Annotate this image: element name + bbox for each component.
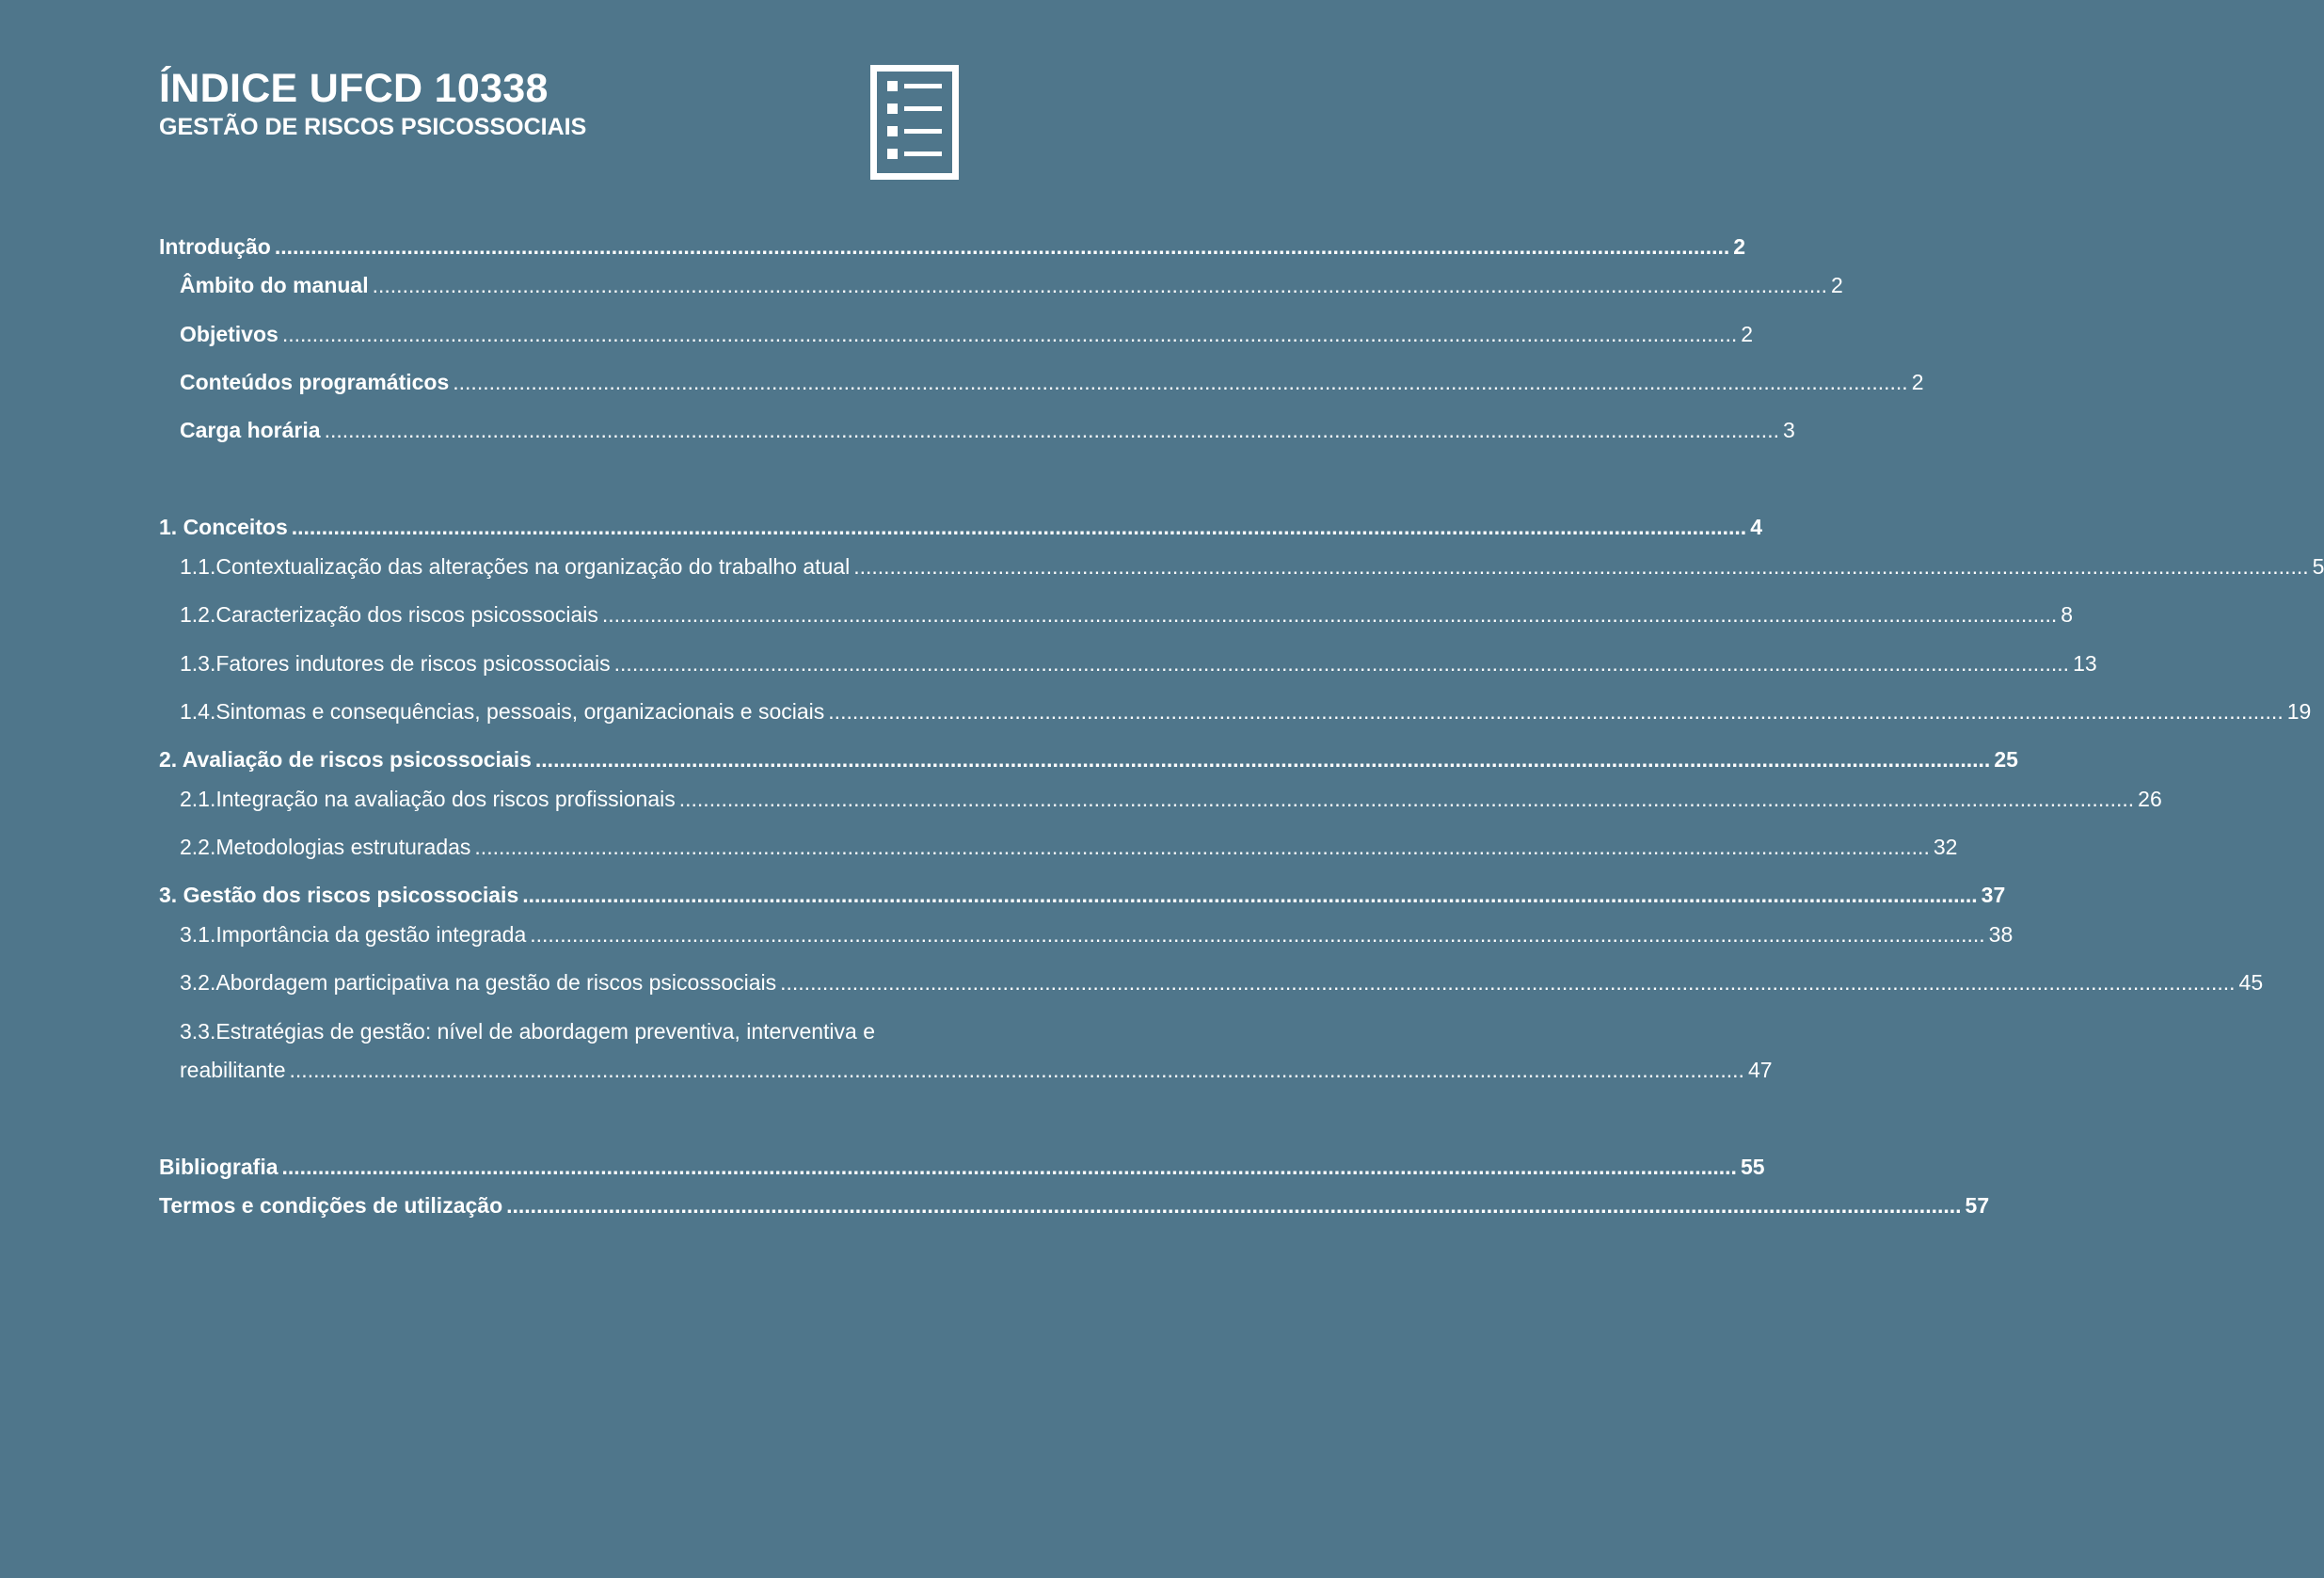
toc-entry-1-3[interactable] <box>180 650 2097 677</box>
toc-leader: .................................................................................................................................................................................................................................................. <box>281 322 1738 346</box>
toc-page: 8 <box>2061 602 2074 627</box>
toc-label: 1.2.Caracterização dos riscos psicossociais <box>180 602 598 627</box>
toc-label: 3. Gestão dos riscos psicossociais <box>159 883 519 907</box>
toc-label: 2. Avaliação de riscos psicossociais <box>159 747 532 772</box>
toc-page: 38 <box>1988 922 2014 947</box>
toc-page: 2 <box>1733 234 1746 259</box>
toc-page: 47 <box>1747 1058 1773 1082</box>
toc-entry-bibliografia[interactable] <box>159 1154 1765 1180</box>
toc-page: 2 <box>1831 273 1843 297</box>
toc-leader: .................................................................................................................................................................................................................................................. <box>601 602 2058 627</box>
toc-entry-3-1[interactable] <box>180 921 2014 948</box>
toc-page: 57 <box>1965 1193 1990 1218</box>
toc-label: Objetivos <box>180 322 279 346</box>
toc-leader: .................................................................................................................................................................................................................................................. <box>828 699 2284 724</box>
toc-page: 13 <box>2073 651 2097 676</box>
toc-entry-3-2[interactable] <box>180 969 2264 996</box>
toc-page: 45 <box>2238 970 2264 995</box>
toc-leader: .................................................................................................................................................................................................................................................. <box>678 787 2135 811</box>
toc-leader: .................................................................................................................................................................................................................................................. <box>453 370 1908 394</box>
toc-label: reabilitante <box>180 1058 286 1082</box>
toc-entry-termos[interactable] <box>159 1192 1990 1219</box>
toc-entry-1-2[interactable] <box>180 601 2074 628</box>
toc-entry-chapter-2[interactable] <box>159 746 2018 773</box>
toc-page: 37 <box>1981 883 2006 907</box>
page-header <box>159 66 586 141</box>
toc-entry-objetivos[interactable] <box>180 321 1754 347</box>
toc-entry-chapter-3[interactable] <box>159 882 2006 908</box>
toc-leader: .................................................................................................................................................................................................................................................. <box>534 747 1991 772</box>
toc-page: 2 <box>1741 322 1754 346</box>
toc-leader: .................................................................................................................................................................................................................................................. <box>274 234 1730 259</box>
toc-leader: .................................................................................................................................................................................................................................................. <box>291 515 1747 539</box>
toc-page: 4 <box>1750 515 1762 539</box>
toc-label: Introdução <box>159 234 271 259</box>
toc-leader: .................................................................................................................................................................................................................................................. <box>372 273 1828 297</box>
toc-label: Carga horária <box>180 418 321 442</box>
toc-page: 55 <box>1740 1155 1765 1179</box>
toc-page: 2 <box>1911 370 1924 394</box>
toc-entry-chapter-1[interactable] <box>159 514 1762 540</box>
toc-label: Bibliografia <box>159 1155 279 1179</box>
toc-entry-2-2[interactable] <box>180 834 1958 860</box>
toc-entry-2-1[interactable] <box>180 786 2162 812</box>
page-title: ÍNDICE UFCD 10338 <box>159 66 549 111</box>
toc-label: 2.1.Integração na avaliação dos riscos profissionais <box>180 787 676 811</box>
toc-entry-carga-horaria[interactable] <box>180 417 1795 443</box>
toc-leader: .................................................................................................................................................................................................................................................. <box>506 1193 1962 1218</box>
toc-label: Termos e condições de utilização <box>159 1193 503 1218</box>
toc-entry-3-3-line1[interactable]: 3.3.Estratégias de gestão: nível de abordagem preventiva, interventiva e <box>180 1019 876 1044</box>
toc-entry-conteudos[interactable] <box>180 369 1924 395</box>
toc-label: 3.1.Importância da gestão integrada <box>180 922 527 947</box>
toc-label: 2.2.Metodologias estruturadas <box>180 835 471 859</box>
toc-leader: .................................................................................................................................................................................................................................................. <box>613 651 2070 676</box>
toc-leader: .................................................................................................................................................................................................................................................. <box>530 922 1985 947</box>
toc-label: 1.1.Contextualização das alterações na organização do trabalho atual <box>180 554 851 579</box>
toc-leader: .................................................................................................................................................................................................................................................. <box>281 1155 1737 1179</box>
toc-label: 1. Conceitos <box>159 515 288 539</box>
toc-page: 5 <box>2312 554 2324 579</box>
toc-page: 32 <box>1933 835 1958 859</box>
toc-label: Âmbito do manual <box>180 273 369 297</box>
toc-page: 26 <box>2138 787 2162 811</box>
toc-page: 3 <box>1782 418 1795 442</box>
toc-leader: .................................................................................................................................................................................................................................................. <box>853 554 2309 579</box>
toc-leader: .................................................................................................................................................................................................................................................. <box>522 883 1978 907</box>
toc-entry-1-4[interactable] <box>180 698 2312 725</box>
toc-leader: .................................................................................................................................................................................................................................................. <box>289 1058 1744 1082</box>
toc-label: Conteúdos programáticos <box>180 370 450 394</box>
toc-entry-1-1[interactable] <box>180 553 2324 580</box>
toc-page: 25 <box>1994 747 2018 772</box>
page-subtitle: GESTÃO DE RISCOS PSICOSSOCIAIS <box>159 114 587 140</box>
toc-label: 3.2.Abordagem participativa na gestão de riscos psicossociais <box>180 970 777 995</box>
toc-label: 1.4.Sintomas e consequências, pessoais, organizacionais e sociais <box>180 699 825 724</box>
toc-leader: .................................................................................................................................................................................................................................................. <box>324 418 1779 442</box>
toc-leader: .................................................................................................................................................................................................................................................. <box>780 970 2236 995</box>
toc-page: 19 <box>2286 699 2312 724</box>
toc-label: 1.3.Fatores indutores de riscos psicossociais <box>180 651 611 676</box>
toc-entry-ambito[interactable] <box>180 272 1843 298</box>
list-icon <box>870 65 959 180</box>
toc-leader: .................................................................................................................................................................................................................................................. <box>474 835 1930 859</box>
toc-entry-3-3[interactable] <box>180 1057 1773 1083</box>
toc-entry-introducao[interactable] <box>159 233 1746 260</box>
